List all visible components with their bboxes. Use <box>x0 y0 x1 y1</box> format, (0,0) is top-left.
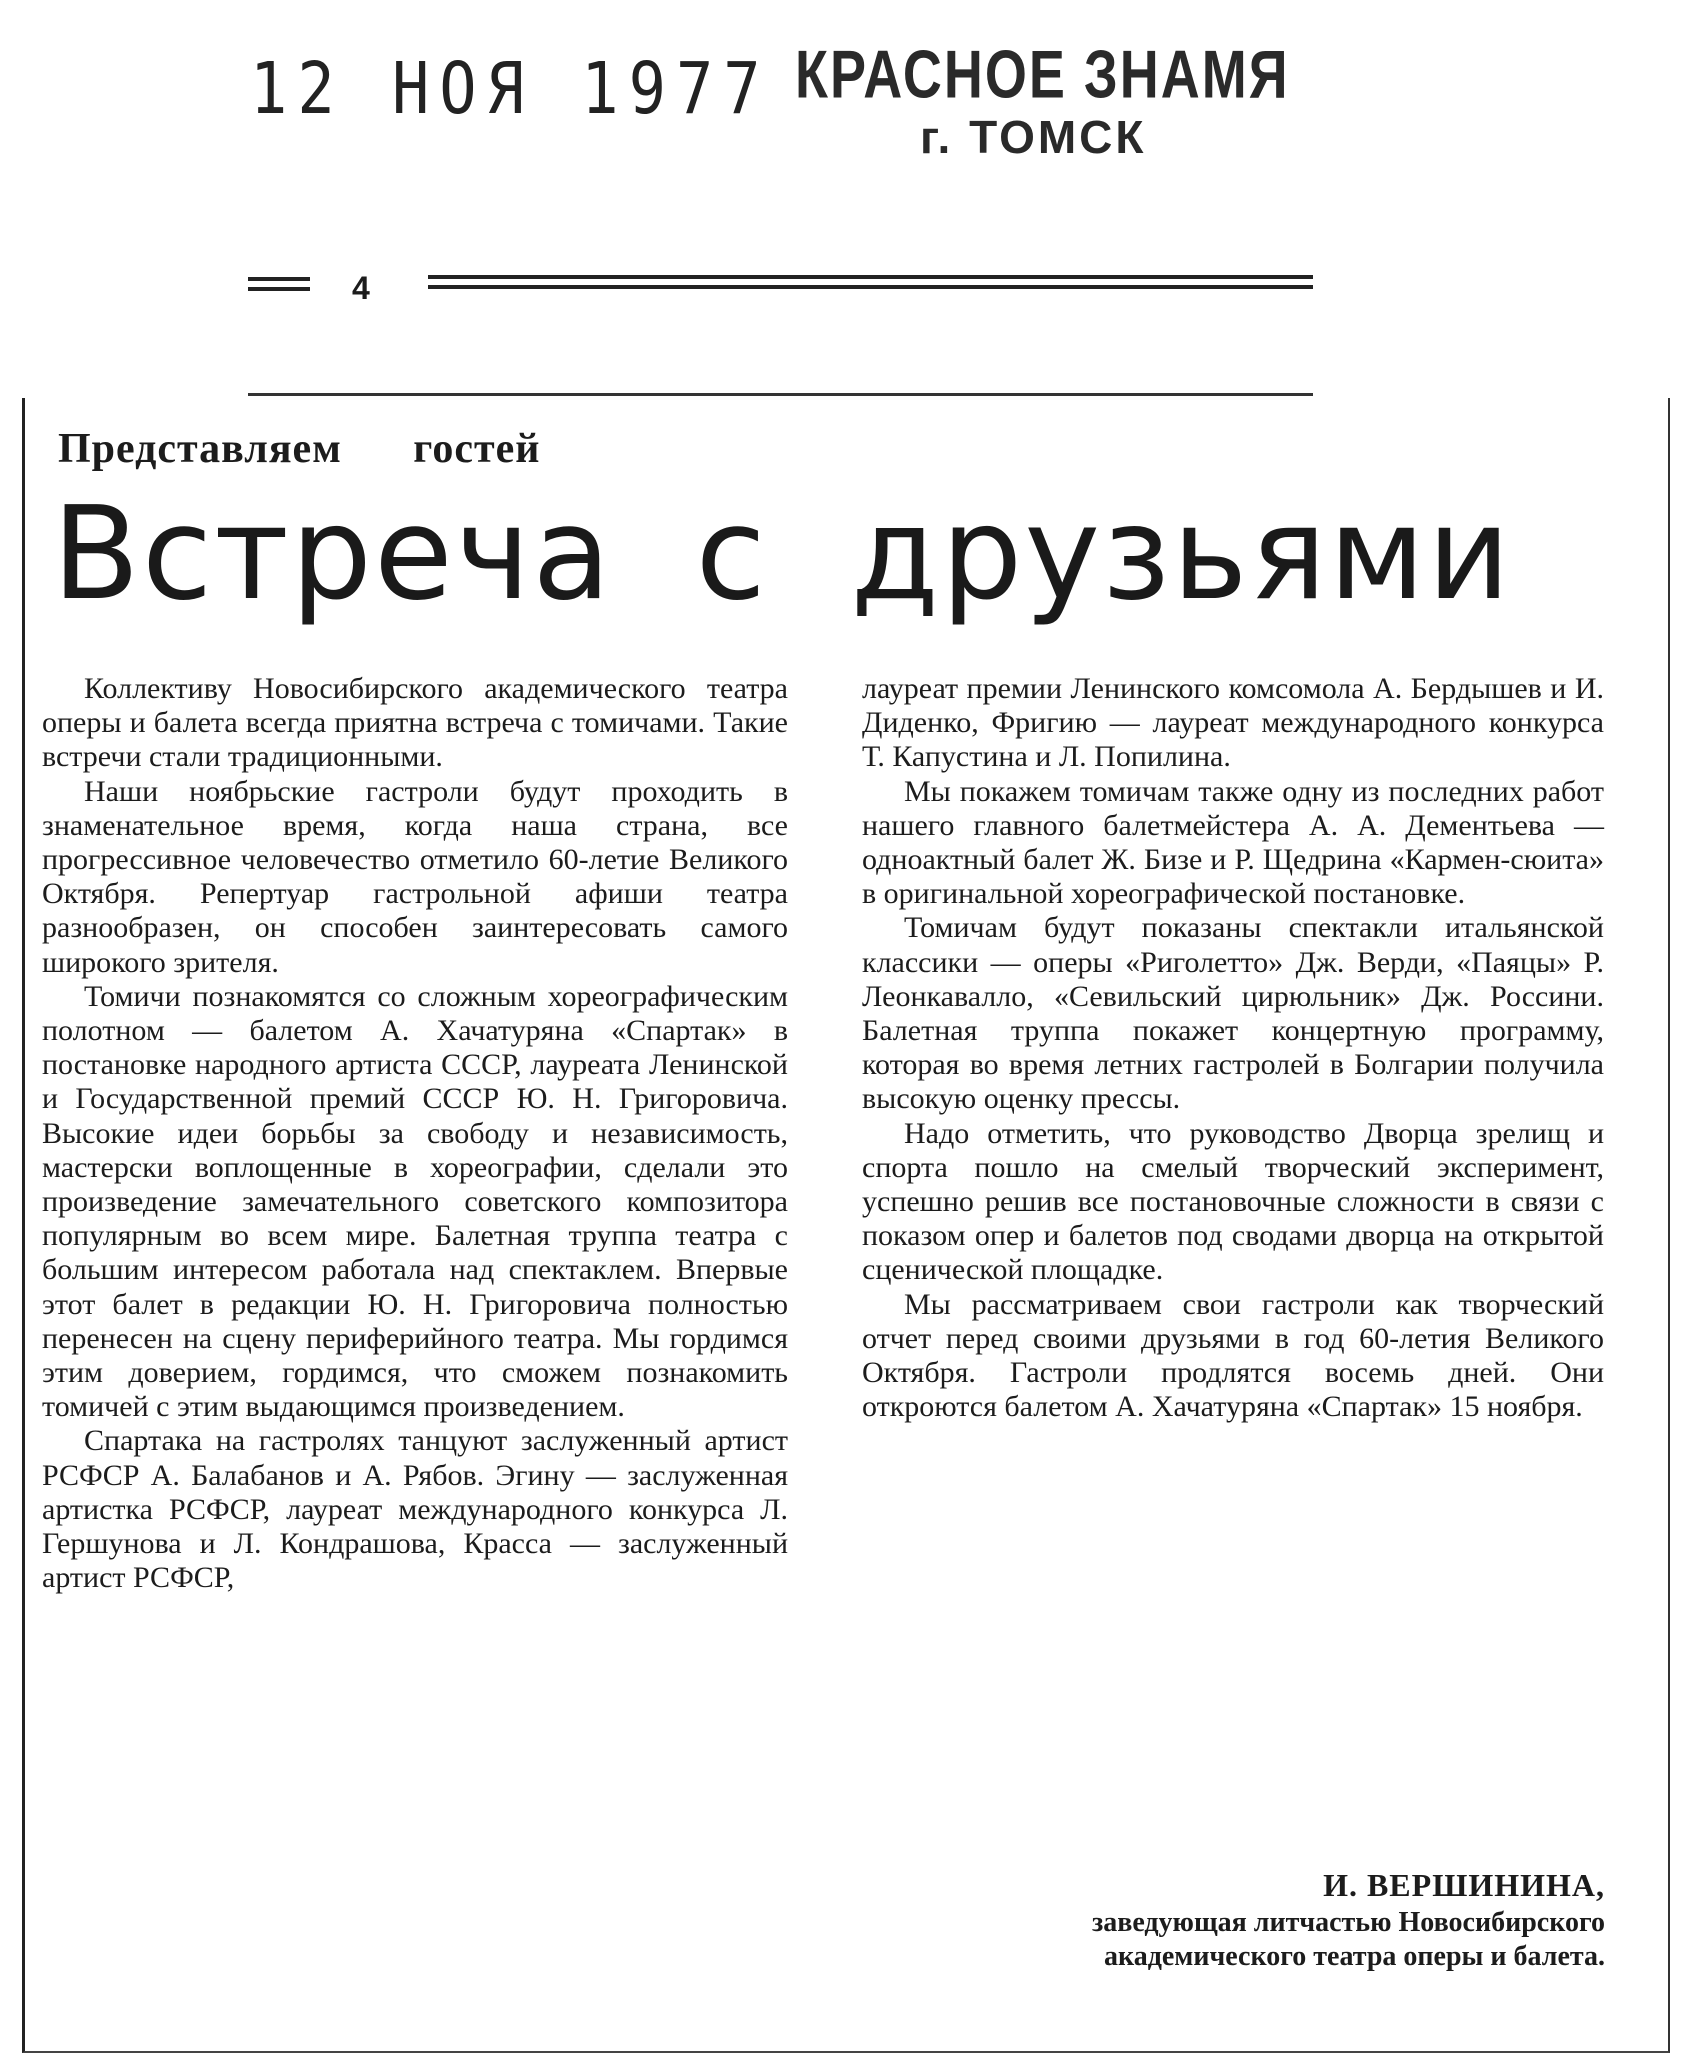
article-headline: Встреча с друзьями <box>52 480 1513 629</box>
divider <box>248 393 1313 396</box>
rule-line <box>428 275 1313 279</box>
page-number: 4 <box>352 270 370 306</box>
paragraph: Томичи познакомятся со сложным хореографическим полотном — балетом А. Хачатуряна «Спартак» в постановке народного артиста СССР, лауреата Ленинской и Государственной премий СССР Ю. Н. Григоровича. Высокие идеи борьбы за свободу и независимость, мастерски воплощенные в хореографии, сделали это произведение замечательного советского композитора популярным во всем мире. Балетная труппа театра с большим интересом работала над спектаклем. Впервые этот балет в редакции Ю. Н. Григоровича полностью перенесен на сцену периферийного театра. Мы гордимся этим доверием, гордимся, что сможем познакомить томичей с этим выдающимся произведением. <box>42 979 788 1424</box>
clipping-stamp <box>240 37 1340 163</box>
paragraph: Томичам будут показаны спектакли итальянской классики — оперы «Риголетто» Дж. Верди, «Паяцы» Р. Леонкавалло, «Севильский цирюльник» Дж. Россини. Балетная труппа покажет концертную программу, которая во время летних гастролей в Болгарии получила высокую оценку прессы. <box>862 911 1604 1116</box>
stamp-newspaper-name: КРАСНОЕ ЗНАМЯ <box>795 37 1290 113</box>
rule-line <box>248 277 310 281</box>
article-column-left <box>42 672 788 1595</box>
paragraph: Мы рассматриваем свои гастроли как творческий отчет перед своими друзьями в год 60-летия Великого Октября. Гастроли продлятся восемь дней. Они откроются балетом А. Хачатуряна «Спартак» 15 ноября. <box>862 1287 1604 1424</box>
paragraph: лауреат премии Ленинского комсомола А. Бердышев и И. Диденко, Фригию — лауреат международного конкурса Т. Капустина и Л. Попилина. <box>862 672 1604 774</box>
paragraph: Спартака на гастролях танцуют заслуженный артист РСФСР А. Балабанов и А. Рябов. Эгину — заслуженная артистка РСФСР, лауреат международного конкурса Л. Гершунова и Л. Кондрашова, Красса — заслуженный артист РСФСР, <box>42 1424 788 1595</box>
rule-line <box>248 287 310 291</box>
author-name: И. ВЕРШИНИНА, <box>1323 1867 1605 1903</box>
stamp-date: 12 НОЯ 1977 <box>250 46 771 131</box>
page-header-rule <box>248 265 1313 313</box>
article-rubric: Представляем гостей <box>58 426 541 472</box>
paragraph: Мы покажем томичам также одну из последних работ нашего главного балетмейстера А. А. Дементьева — одноактный балет Ж. Бизе и Р. Щедрина «Кармен-сюита» в оригинальной хореографической постановке. <box>862 774 1604 911</box>
author-position: заведующая литчастью Новосибирского академического театра оперы и балета. <box>1091 1907 1605 1972</box>
paragraph: Коллективу Новосибирского академического театра оперы и балета всегда приятна встреча с томичами. Такие встречи стали традиционными. <box>42 672 788 774</box>
stamp-city: г. ТОМСК <box>920 111 1147 163</box>
author-signature <box>885 1868 1605 1974</box>
paragraph: Наши ноябрьские гастроли будут проходить в знаменательное время, когда наша страна, все прогрессивное человечество отметило 60-летие Великого Октября. Репертуар гастрольной афиши театра разнообразен, он способен заинтересовать самого широкого зрителя. <box>42 774 788 979</box>
rule-line <box>428 285 1313 289</box>
article-column-right <box>862 672 1604 1424</box>
paragraph: Надо отметить, что руководство Дворца зрелищ и спорта пошло на смелый творческий эксперимент, успешно решив все постановочные сложности в связи с показом опер и балетов под сводами дворца на открытой сценической площадке. <box>862 1116 1604 1287</box>
